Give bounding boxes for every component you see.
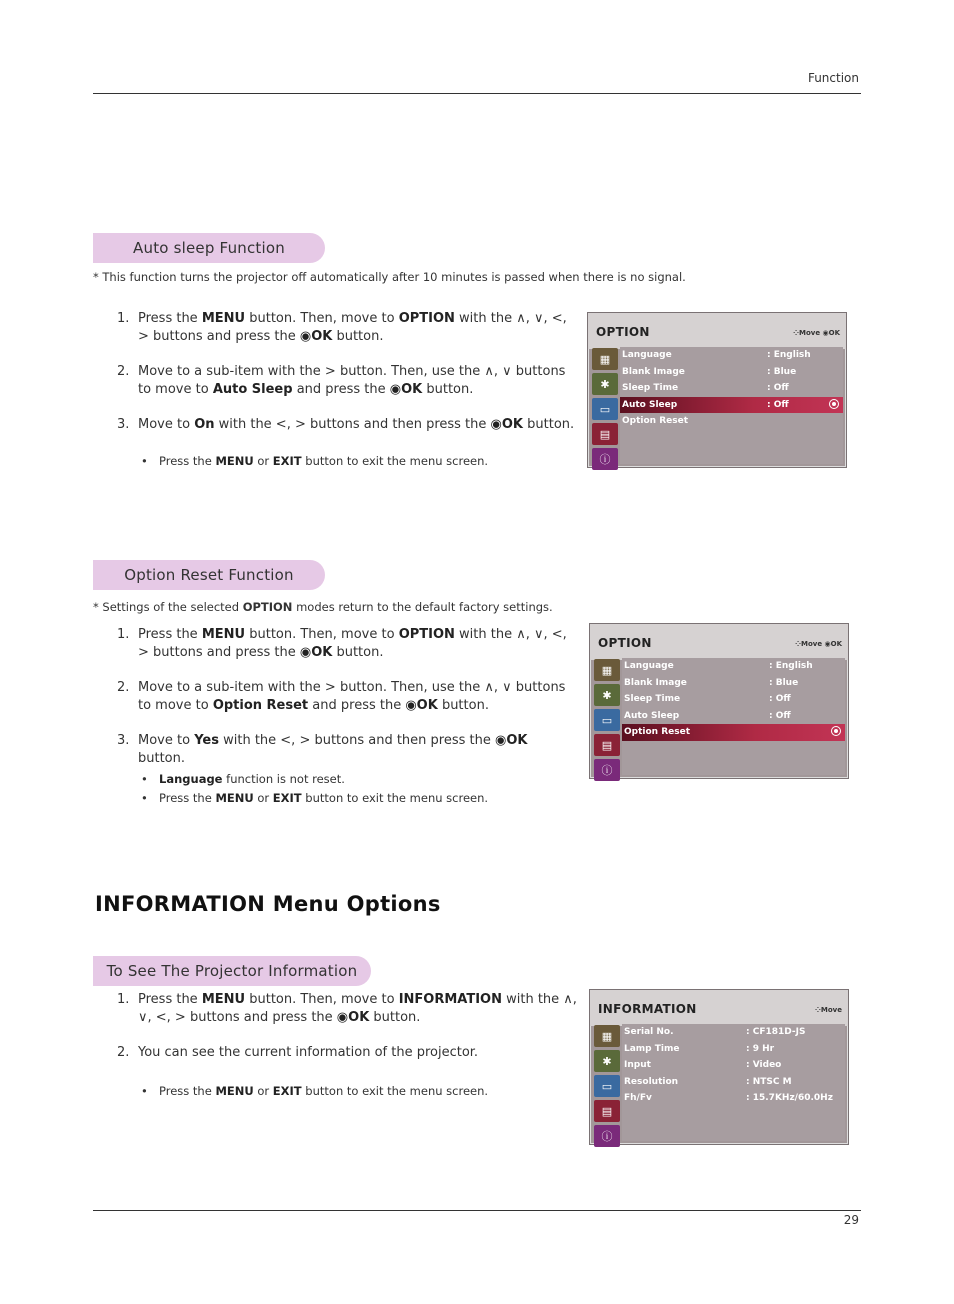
menu-row-value: : Off [767,399,789,410]
bold-term: Auto Sleep [212,382,293,397]
text-run: button. Then, move to [245,311,399,326]
menu-title-bar [590,990,848,1026]
bold-term: MENU [201,992,246,1007]
text-run: and press the [308,698,406,713]
text-run: with the ∧, ∨, <, > buttons and press the [138,992,577,1025]
bold-term: MENU [215,1084,254,1098]
menu-row [622,658,845,675]
bold-term: ◉OK [299,645,333,660]
text-run: Press the [159,1084,216,1098]
menu-row-label: Option Reset [624,727,691,738]
menu-row-label: Auto Sleep [624,710,680,721]
bold-term: EXIT [272,454,302,468]
footer-rule [93,1210,861,1211]
text-run: button to exit the menu screen. [301,791,489,805]
menu-row-value: : Off [767,383,789,394]
bold-term: ◉OK [405,698,438,713]
menu-row-label: Option Reset [622,416,689,427]
menu-row-value: : CF181D-JS [746,1027,806,1037]
information-bullets [141,1082,581,1101]
image-settings-icon: ✱ [594,1050,620,1072]
menu-row-label: Auto Sleep [622,399,678,410]
menu-row [622,724,845,741]
info-icon: ⓘ [594,1125,620,1147]
bullet-icon: • [141,1084,148,1098]
menu-row [622,1041,845,1058]
step-item [117,363,577,399]
header-rule [93,93,861,94]
menu-row [622,1074,845,1091]
text-run: or [253,791,273,805]
text-run: Move to [138,733,195,748]
ok-selected-icon [831,726,841,736]
information-steps [117,991,577,1079]
option-reset-pill: Option Reset Function [93,560,325,590]
text-run: Move to [138,417,195,432]
text-run: and press the [292,382,390,397]
bold-term: MENU [215,454,254,468]
text-run: Press the [159,791,216,805]
step-item [117,626,577,662]
bold-term: ◉OK [389,382,423,397]
screen-icon: ▭ [592,398,618,420]
step-number: 2. [117,364,130,379]
bold-term: MENU [201,311,246,326]
menu-rows [620,347,843,464]
menu-row-label: Language [624,661,674,671]
menu-title-bar [590,624,848,660]
menu-rows [622,658,845,775]
step-number: 1. [117,992,130,1007]
menu-rows [622,1024,845,1141]
menu-row [622,708,845,725]
ok-selected-icon [829,399,839,409]
bullet-item [141,789,581,808]
menu-row [622,1024,845,1041]
menu-row-value: : NTSC M [746,1076,792,1087]
bullet-icon: • [141,791,148,805]
step-item [117,732,577,768]
text-run: with the <, > buttons and then press the [214,417,491,432]
menu-row-value: : Blue [769,677,799,688]
step-item [117,679,577,715]
bold-term: On [194,417,215,432]
bold-term: MENU [201,627,246,642]
bold-term: OPTION [242,600,293,614]
menu-row [620,347,843,364]
menu-row-value: : Off [769,710,791,721]
text-run: button. [369,1010,421,1025]
menu-row-value: : 9 Hr [746,1043,775,1054]
step-number: 1. [117,627,130,642]
information-pill: To See The Projector Information [93,956,371,986]
menu-row-value: : Blue [767,366,797,377]
menu-row [622,1057,845,1074]
bullet-item [141,452,581,471]
page-number: 29 [843,1213,859,1227]
auto-sleep-pill: Auto sleep Function [93,233,325,263]
menu-row [620,380,843,397]
step-number: 2. [117,1045,130,1060]
text-run: modes return to the default factory settings. [292,600,553,614]
menu-row-value: : English [769,661,813,671]
menu-title-bar [588,313,846,349]
text-run: button. Then, move to [245,627,399,642]
menu-icon-column [592,657,620,784]
menu-row [620,397,843,414]
menu-title: OPTION [596,325,650,339]
option-menu-option-reset [589,623,849,779]
menu-row-value: : 15.7KHz/60.0Hz [746,1093,833,1104]
step-item [117,991,577,1027]
picture-icon: ▦ [594,1025,620,1047]
bullet-item [141,1082,581,1101]
text-run: button. [332,645,384,660]
bullet-icon: • [141,454,148,468]
text-run: button. [332,329,384,344]
text-run: Press the [138,311,202,326]
menu-row [622,1090,845,1107]
menu-row-label: Sleep Time [622,383,679,394]
bold-term: Option Reset [212,698,309,713]
bold-term: OPTION [398,311,455,326]
menu-row [622,691,845,708]
bold-term: ◉OK [495,733,528,748]
step-number: 3. [117,417,130,432]
menu-title: INFORMATION [598,1002,697,1016]
option-icon: ▤ [592,423,618,445]
text-run: Move to a sub-item with the > button. Then, use the ∧, ∨ buttons to move to [138,680,566,713]
menu-nav-hint: ⁘Move ◉OK [793,329,840,337]
step-item [117,416,577,434]
image-settings-icon: ✱ [592,373,618,395]
text-run: with the <, > buttons and then press the [218,733,495,748]
header-section-label: Function [807,71,859,85]
screen-icon: ▭ [594,709,620,731]
bold-term: EXIT [272,1084,302,1098]
option-reset-note [93,600,553,614]
text-run: function is not reset. [222,772,345,786]
text-run: Press the [138,992,202,1007]
info-icon: ⓘ [594,759,620,781]
text-run: button to exit the menu screen. [301,454,489,468]
menu-row-value: : Video [746,1060,782,1071]
menu-icon-column [590,346,618,473]
menu-row-label: Blank Image [622,366,685,377]
menu-row [620,413,843,430]
menu-row-label: Input [624,1060,651,1071]
auto-sleep-steps [117,310,577,451]
option-reset-steps [117,626,577,785]
option-reset-bullets [141,770,581,808]
text-run: with the ∧, ∨, <, > buttons and press the [138,627,567,660]
text-run: with the ∧, ∨, <, > buttons and press the [138,311,567,344]
menu-row-value: : Off [769,694,791,705]
text-run: or [253,454,273,468]
menu-title: OPTION [598,636,652,650]
step-number: 1. [117,311,130,326]
text-run: button. [437,698,489,713]
text-run: You can see the current information of the projector. [138,1045,479,1060]
picture-icon: ▦ [594,659,620,681]
text-run: button. [523,417,575,432]
text-run: Press the [159,454,216,468]
step-number: 3. [117,733,130,748]
auto-sleep-note: * This function turns the projector off automatically after 10 minutes is passed when there is no signal. [93,270,686,284]
bold-term: ◉OK [299,329,333,344]
text-run: button. [138,751,186,766]
bullet-item [141,770,581,789]
text-run: button to exit the menu screen. [301,1084,489,1098]
menu-row [622,675,845,692]
text-run: Press the [138,627,202,642]
text-run: Move to a sub-item with the > button. Then, use the ∧, ∨ buttons to move to [138,364,566,397]
info-icon: ⓘ [592,448,618,470]
option-menu-auto-sleep [587,312,847,468]
step-item [117,1044,577,1062]
menu-row-label: Blank Image [624,677,687,688]
text-run: button. Then, move to [245,992,399,1007]
bold-term: OPTION [398,627,455,642]
text-run: button. [422,382,474,397]
bold-term: EXIT [272,791,302,805]
menu-row-label: Lamp Time [624,1043,680,1054]
bold-term: ◉OK [490,417,523,432]
text-run: or [253,1084,273,1098]
menu-row-label: Serial No. [624,1027,674,1037]
menu-row-label: Fh/Fv [624,1093,652,1104]
information-menu [589,989,849,1145]
menu-row-label: Language [622,350,672,360]
menu-row-value: : English [767,350,811,360]
step-number: 2. [117,680,130,695]
option-icon: ▤ [594,1100,620,1122]
text-run: * Settings of the selected [93,600,243,614]
bold-term: MENU [215,791,254,805]
option-icon: ▤ [594,734,620,756]
bold-term: Language [159,772,223,786]
screen-icon: ▭ [594,1075,620,1097]
menu-nav-hint: ⁘Move ◉OK [795,640,842,648]
bold-term: ◉OK [336,1010,370,1025]
step-item [117,310,577,346]
information-heading: INFORMATION Menu Options [95,892,441,916]
picture-icon: ▦ [592,348,618,370]
menu-row-label: Resolution [624,1076,679,1087]
menu-icon-column [592,1023,620,1150]
menu-row [620,364,843,381]
image-settings-icon: ✱ [594,684,620,706]
auto-sleep-bullets [141,452,581,471]
bullet-icon: • [141,772,148,786]
menu-row-label: Sleep Time [624,694,681,705]
bold-term: INFORMATION [398,992,502,1007]
menu-nav-hint: ⁘Move [815,1006,842,1014]
bold-term: Yes [194,733,219,748]
